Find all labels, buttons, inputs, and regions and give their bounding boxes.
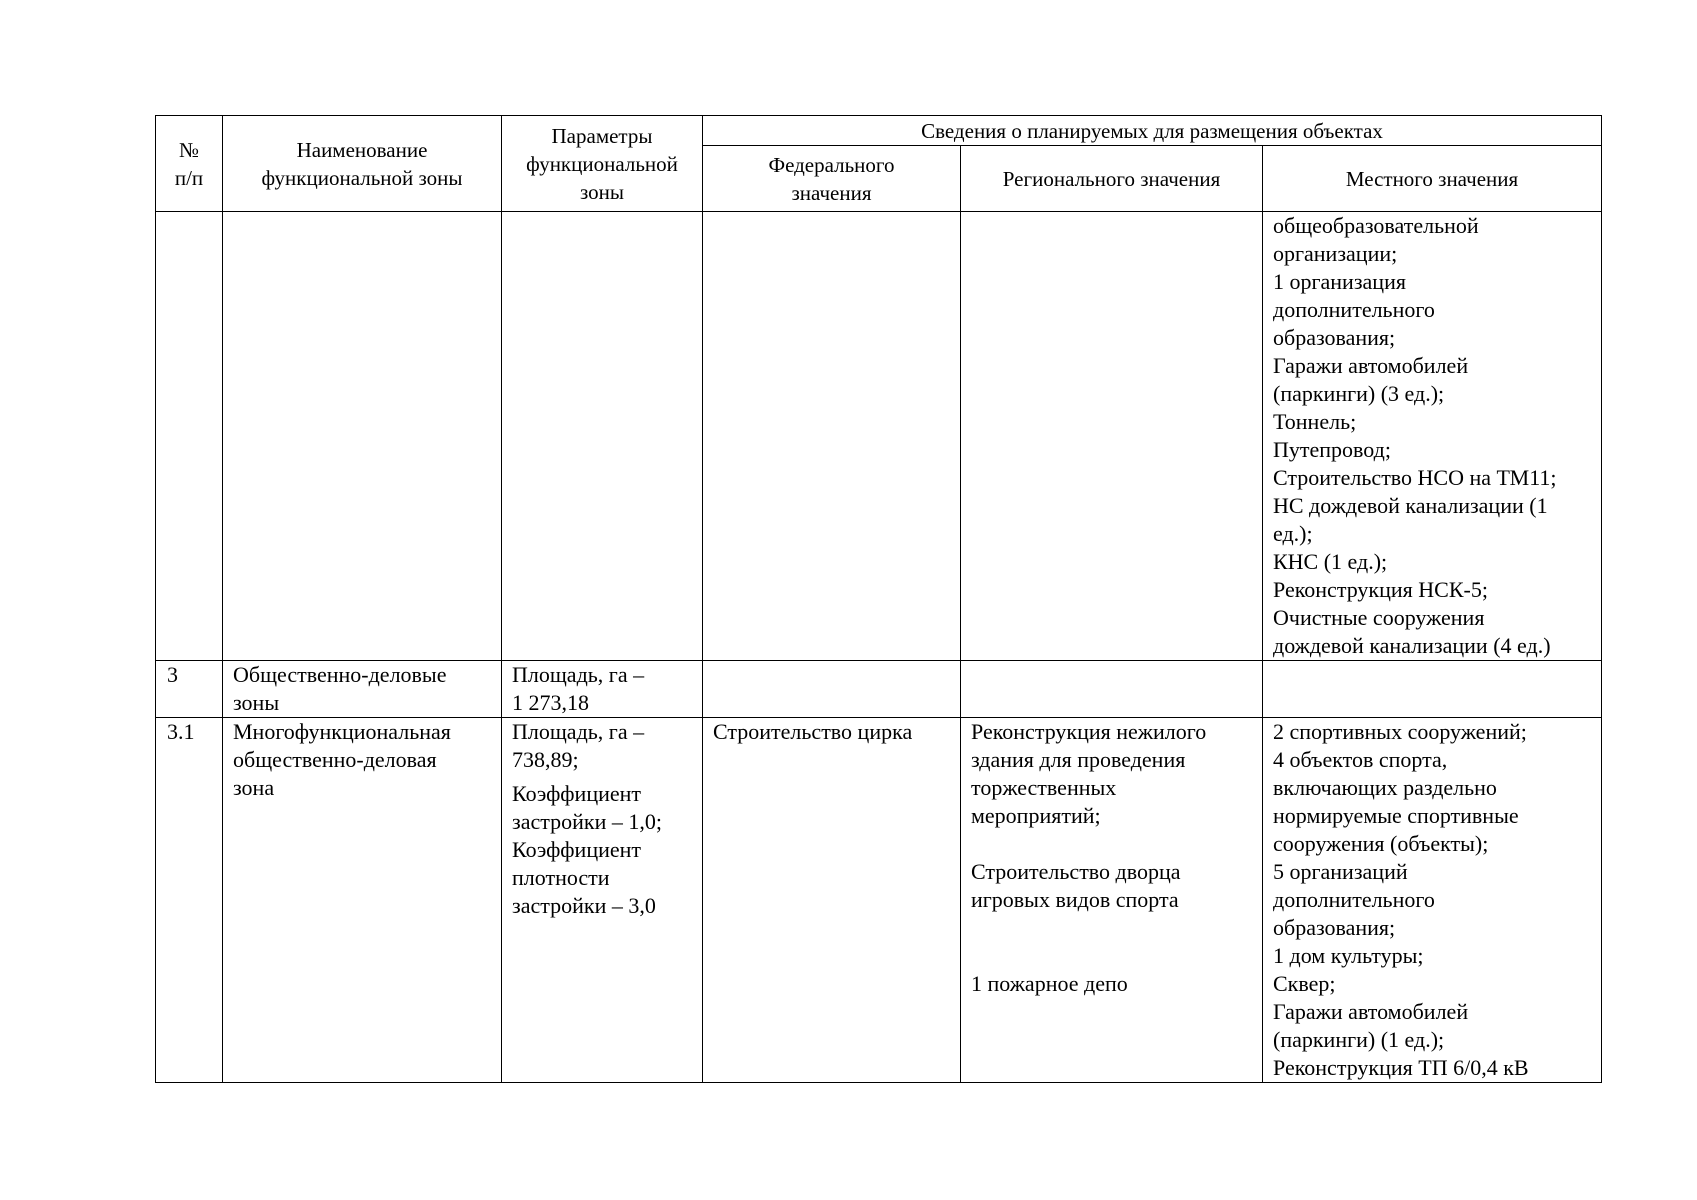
local-line: КНС (1 ед.); bbox=[1273, 549, 1388, 574]
cell-federal bbox=[703, 661, 961, 718]
name-line: зона bbox=[233, 775, 275, 800]
name-line: зоны bbox=[233, 690, 280, 715]
cell-regional bbox=[961, 718, 1263, 1083]
name-line: общественно-деловая bbox=[233, 747, 437, 772]
local-line: Сквер; bbox=[1273, 971, 1336, 996]
regional-line: торжественных bbox=[971, 775, 1117, 800]
local-line: 1 дом культуры; bbox=[1273, 943, 1424, 968]
cell-name bbox=[223, 718, 502, 1083]
local-line: нормируемые спортивные bbox=[1273, 803, 1519, 828]
header-name-line: Наименование bbox=[296, 137, 428, 162]
header-params-line: Параметры bbox=[551, 123, 653, 148]
params-line: 1 273,18 bbox=[512, 690, 589, 715]
local-line: Гаражи автомобилей bbox=[1273, 353, 1469, 378]
header-local: Местного значения bbox=[1263, 146, 1602, 212]
cell-federal bbox=[703, 718, 961, 1083]
params-line: 738,89; bbox=[512, 747, 579, 772]
table-row bbox=[156, 718, 1602, 1083]
local-line: Строительство НСО на ТМ11; bbox=[1273, 465, 1557, 490]
params-line: Площадь, га – bbox=[512, 719, 645, 744]
cell-local bbox=[1263, 718, 1602, 1083]
local-line: Гаражи автомобилей bbox=[1273, 999, 1469, 1024]
header-federal-line: Федерального bbox=[768, 152, 895, 177]
regional-line: Строительство дворца bbox=[971, 859, 1181, 884]
table-row bbox=[156, 661, 1602, 718]
regional-line: игровых видов спорта bbox=[971, 887, 1179, 912]
cell-local bbox=[1263, 661, 1602, 718]
local-line: Очистные сооружения bbox=[1273, 605, 1485, 630]
local-line: Реконструкция ТП 6/0,4 кВ bbox=[1273, 1055, 1529, 1080]
regional-line: Реконструкция нежилого bbox=[971, 719, 1207, 744]
local-line: 2 спортивных сооружений; bbox=[1273, 719, 1527, 744]
spacer bbox=[971, 830, 1252, 858]
params-line: Коэффициент bbox=[512, 781, 642, 806]
cell-regional bbox=[961, 661, 1263, 718]
cell-params bbox=[502, 718, 703, 1083]
local-line: дополнительного bbox=[1273, 297, 1435, 322]
planning-table bbox=[155, 115, 1602, 1083]
local-line: (паркинги) (1 ед.); bbox=[1273, 1027, 1445, 1052]
local-line: НС дождевой канализации (1 bbox=[1273, 493, 1548, 518]
local-line: дождевой канализации (4 ед.) bbox=[1273, 633, 1551, 658]
regional-line: мероприятий; bbox=[971, 803, 1101, 828]
local-line: Реконструкция НСК-5; bbox=[1273, 577, 1488, 602]
table-row bbox=[156, 212, 1602, 661]
cell-name bbox=[223, 661, 502, 718]
cell-params bbox=[502, 212, 703, 661]
cell-num: 3.1 bbox=[156, 718, 223, 1083]
cell-num bbox=[156, 212, 223, 661]
local-line: Путепровод; bbox=[1273, 437, 1391, 462]
header-params bbox=[502, 116, 703, 212]
params-line: застройки – 1,0; bbox=[512, 809, 662, 834]
local-line: (паркинги) (3 ед.); bbox=[1273, 381, 1445, 406]
local-line: ед.); bbox=[1273, 521, 1313, 546]
cell-local bbox=[1263, 212, 1602, 661]
local-line: 5 организаций bbox=[1273, 859, 1408, 884]
table-header bbox=[156, 116, 1602, 212]
cell-federal bbox=[703, 212, 961, 661]
federal-line: Строительство цирка bbox=[713, 719, 913, 744]
spacer bbox=[971, 942, 1252, 970]
header-regional: Регионального значения bbox=[961, 146, 1263, 212]
cell-regional bbox=[961, 212, 1263, 661]
header-num-line: № bbox=[178, 137, 200, 162]
local-line: сооружения (объекты); bbox=[1273, 831, 1489, 856]
params-line: Коэффициент bbox=[512, 837, 642, 862]
local-line: образования; bbox=[1273, 915, 1396, 940]
name-line: Многофункциональная bbox=[233, 719, 451, 744]
params-line: Площадь, га – bbox=[512, 662, 645, 687]
local-line: Тоннель; bbox=[1273, 409, 1357, 434]
regional-line: здания для проведения bbox=[971, 747, 1186, 772]
header-federal-line: значения bbox=[791, 180, 872, 205]
name-line: Общественно-деловые bbox=[233, 662, 447, 687]
header-num-line: п/п bbox=[174, 165, 204, 190]
header-params-line: функциональной bbox=[526, 151, 678, 176]
header-name-line: функциональной зоны bbox=[261, 165, 463, 190]
header-num bbox=[156, 116, 223, 212]
params-line: плотности bbox=[512, 865, 610, 890]
cell-name bbox=[223, 212, 502, 661]
header-objects-group: Сведения о планируемых для размещения объектах bbox=[703, 116, 1602, 146]
local-line: дополнительного bbox=[1273, 887, 1435, 912]
local-line: 1 организация bbox=[1273, 269, 1406, 294]
params-line: застройки – 3,0 bbox=[512, 893, 656, 918]
local-line: организации; bbox=[1273, 241, 1398, 266]
local-line: образования; bbox=[1273, 325, 1396, 350]
header-name bbox=[223, 116, 502, 212]
cell-params bbox=[502, 661, 703, 718]
local-line: включающих раздельно bbox=[1273, 775, 1497, 800]
local-line: общеобразовательной bbox=[1273, 213, 1479, 238]
spacer bbox=[971, 914, 1252, 942]
regional-line: 1 пожарное депо bbox=[971, 971, 1128, 996]
header-params-line: зоны bbox=[579, 179, 625, 204]
local-line: 4 объектов спорта, bbox=[1273, 747, 1448, 772]
header-federal bbox=[703, 146, 961, 212]
cell-num: 3 bbox=[156, 661, 223, 718]
